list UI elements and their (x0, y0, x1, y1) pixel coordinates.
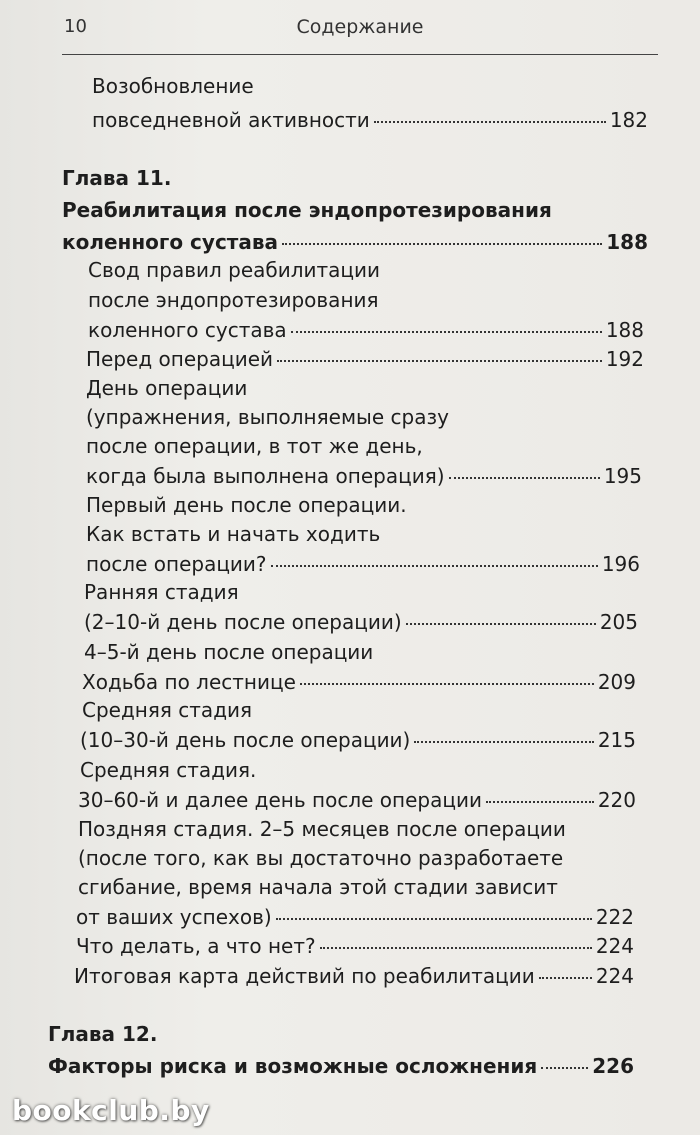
toc-entry-line: Возобновление (92, 74, 254, 98)
chapter-title-line: Реабилитация после эндопротезирования (62, 198, 552, 222)
toc-entry-line: Как встать и начать ходить (86, 522, 381, 546)
page-ref: 226 (592, 1054, 634, 1078)
toc-entry-line: Поздняя стадия. 2–5 месяцев после операции (78, 817, 566, 841)
page-number: 10 (64, 16, 87, 37)
page-ref: 192 (605, 347, 644, 371)
page-ref: 222 (595, 905, 634, 929)
toc-entry-line: после эндопротезирования (88, 288, 379, 312)
chapter-title-line: коленного сустава 188 (62, 230, 648, 254)
toc-entry-line: Средняя стадия (82, 698, 253, 722)
toc-entry-line: (упражнения, выполняемые сразу (86, 405, 449, 429)
toc-entry-line: от ваших успехов) 222 (76, 905, 634, 929)
page-ref: 188 (606, 230, 648, 254)
toc-entry-line: Что делать, а что нет? 224 (76, 934, 634, 958)
page-ref: 215 (597, 728, 636, 752)
toc-entry-line: 4–5-й день после операции (84, 640, 374, 664)
page-ref: 196 (601, 552, 640, 576)
toc-entry-line: (10–30-й день после операции) 215 (80, 728, 636, 752)
toc-entry-line: 30–60-й и далее день после операции 220 (78, 788, 636, 812)
page-ref: 182 (609, 108, 648, 132)
page-ref: 224 (595, 964, 634, 988)
toc-entry-line: (после того, как вы достаточно разработаете (78, 846, 564, 870)
toc-entry-line: День операции (86, 376, 248, 400)
page-ref: 209 (597, 670, 636, 694)
toc-entry-line: Первый день после операции. (86, 493, 407, 517)
toc-entry-line: коленного сустава 188 (88, 318, 644, 342)
chapter-heading: Глава 11. (62, 166, 172, 190)
chapter-title-line: Факторы риска и возможные осложнения 226 (48, 1054, 634, 1078)
toc-entry-line: Итоговая карта действий по реабилитации 224 (74, 964, 634, 988)
toc-entry-line: после операции, в тот же день, (86, 434, 423, 458)
toc-entry-line: Средняя стадия. (80, 758, 257, 782)
page-ref: 224 (595, 934, 634, 958)
toc-entry-line: (2–10-й день после операции) 205 (84, 610, 638, 634)
page-ref: 205 (599, 610, 638, 634)
toc-entry-line: после операции? 196 (86, 552, 640, 576)
toc-entry-line: Свод правил реабилитации (88, 258, 381, 282)
page-ref: 220 (597, 788, 636, 812)
toc-entry-line: повседневной активности 182 (92, 108, 648, 132)
toc-entry-line: когда была выполнена операция) 195 (86, 464, 642, 488)
page-ref: 195 (603, 464, 642, 488)
page-ref: 188 (605, 318, 644, 342)
watermark-logo: bookclub.by (12, 1094, 210, 1127)
chapter-heading: Глава 12. (48, 1022, 158, 1046)
toc-entry-line: Ходьба по лестнице 209 (82, 670, 636, 694)
toc-entry-line: Ранняя стадия (84, 580, 239, 604)
toc-entry-line: сгибание, время начала этой стадии зависит (78, 875, 558, 899)
running-title: Содержание (296, 16, 424, 38)
page-header (62, 14, 658, 55)
toc-entry-line: Перед операцией 192 (86, 347, 644, 371)
